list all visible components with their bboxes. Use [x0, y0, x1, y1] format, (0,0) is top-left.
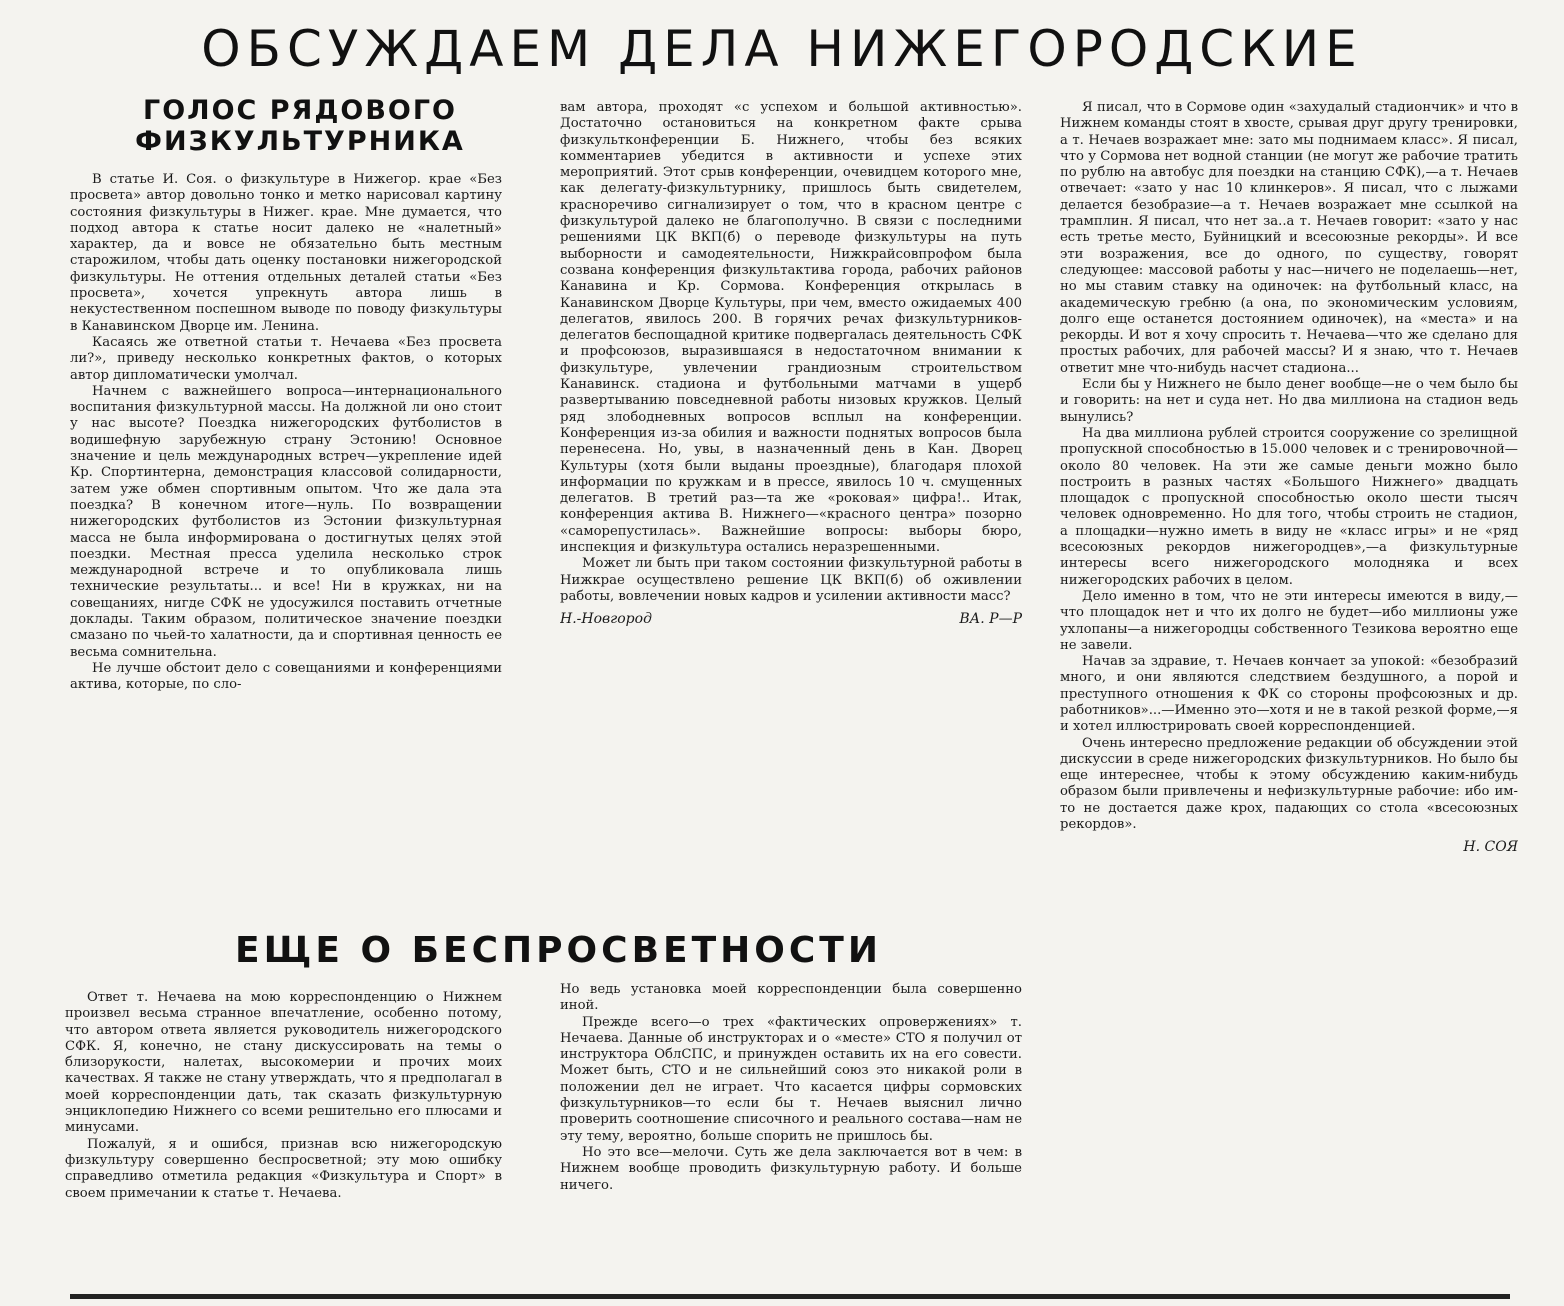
article2-column-1	[65, 990, 502, 1286]
article2-signature	[1060, 839, 1518, 855]
paragraph: Я писал, что в Сормове один «захудалый стадиончик» и что в Нижнем команды стоят в хвосте, срывая друг другу тренировки, а т. Нечаев возражает мне: зато мы поднимаем класс». Я писал, что у Сормова нет водной станции (не могут же рабочие тратить по рублю на автобус для поездки на станцию СФК),—а т. Нечаев отвечает: «зато у нас 10 клинкеров». Я писал, что с лыжами делается безобразие—а т. Нечаев возражает мне ссылкой на трамплин. Я писал, что нет за..а т. Нечаев говорит: «зато у нас есть третье место, Буйницкий и всесоюзные рекорды». И все эти возражения, все до одного, по существу, говорят следующее: массовой работы у нас—ничего не поделаешь—нет, но мы ставим ставку на одиночек: на футбольный класс, на академическую гребню (а она, по экономическим условиям, долго еще останется достоянием одиночек), на «места» и на рекорды. И вот я хочу спросить т. Нечаева—что же сделано для простых рабочих, для рабочей массы? И я знаю, что т. Нечаев ответит мне что-нибудь насчет стадиона...	[1060, 100, 1518, 376]
paragraph: Дело именно в том, что не эти интересы имеются в виду,—что площадок нет и что их долго не будет—ибо миллионы уже ухлопаны—а нижегородцы собственного Тезикова вероятно еще не завели.	[1060, 588, 1518, 653]
paragraph: На два миллиона рублей строится сооружение со зрелищной пропускной способностью в 15.000 человек и с тренировочной—около 80 человек. На эти же самые деньги можно было построить в разных частях «Большого Нижнего» двадцать площадок с пропускной способностью около шести тысяч человек одновременно. Но для того, чтобы строить не стадион, а площадки—нужно иметь в виду не «класс игры» и не «ряд всесоюзных рекордов нижегородцев»,—а физкультурные интересы всего нижегородского молодняка и всех нижегородских рабочих в целом.	[1060, 425, 1518, 588]
signature-place: Н.-Новгород	[560, 611, 652, 628]
article1-column-2	[560, 100, 1022, 910]
paragraph: Начав за здравие, т. Нечаев кончает за упокой: «безобразий много, и они являются следствием бездушного, а порой и преступного отношения к ФК со стороны профсоюзных и др. работников»...—Именно это—хотя и не в такой резкой форме,—я и хотел иллюстрировать своей корреспонденцией.	[1060, 654, 1518, 735]
article2-title: ЕЩЕ О БЕСПРОСВЕТНОСТИ	[235, 930, 882, 971]
article1-column-1	[70, 172, 502, 920]
paragraph: вам автора, проходят «с успехом и большой активностью». Достаточно остановиться на конкретном факте срыва физкультконференции Б. Нижнего, чтобы без всяких комментариев убедится в активности и успехе этих мероприятий. Этот срыв конференции, очевидцем которого мне, как делегату-физкультурнику, пришлось быть свидетелем, красноречиво сигнализирует о том, что в красном центре с физкультурой далеко не благополучно. В связи с последними решениями ЦК ВКП(б) о переводе физкультуры на путь выборности и самодеятельности, Нижкрайсовпрофом была созвана конференция физкультактива города, рабочих районов Канавина и Кр. Сормова. Конференция открылась в Канавинском Дворце Культуры, при чем, вместо ожидаемых 400 делегатов, явилось 200. В горячих речах физкультурников-делегатов беспощадной критике подвергалась деятельность СФК и профсоюзов, выразившаяся в недостаточном внимании к физкультуре, увлечении грандиозным строительством Канавинск. стадиона и футбольными матчами в ущерб развертыванию повседневной работы низовых кружков. Целый ряд злободневных вопросов всплыл на конференции. Конференция из-за обилия и важности поднятых вопросов была перенесена. Но, увы, в назначенный день в Кан. Дворец Культуры (хотя были выданы проездные), благодаря плохой информации по кружкам и в прессе, явилось 10 ч. смущенных делегатов. В третий раз—та же «роковая» цифра!.. Итак, конференция актива В. Нижнего—«красного центра» позорно «саморепустилась». Важнейшие вопросы: выборы бюро, инспекция и физкультура остались неразрешенными.	[560, 100, 1022, 556]
paragraph: Если бы у Нижнего не было денег вообще—не о чем было бы и говорить: на нет и суда нет. Но два миллиона на стадион ведь вынулись?	[1060, 377, 1518, 425]
article1-title: ГОЛОС РЯДОВОГО ФИЗКУЛЬТУРНИКА	[135, 95, 465, 158]
article2-column-2	[560, 982, 1022, 1286]
paragraph: Начнем с важнейшего вопроса—интернационального воспитания физкультурной массы. На должной ли оно стоит у нас высоте? Поездка нижегородских футболистов в водишефную зарубежную страну Эстонию! Основное значение и цель международных встреч—укрепление идей Кр. Спортинтерна, демонстрация классовой солидарности, затем уже обмен спортивным опытом. Что же дала эта поездка? В конечном итоге—нуль. По возвращении нижегородских футболистов из Эстонии физкультурная масса не была информирована о достигнутых целях этой поездки. Местная пресса уделила несколько строк международной встрече и то опубликовала лишь технические результаты... и все! Ни в кружках, ни на совещаниях, нигде СФК не удосужился поставить отчетные доклады. Таким образом, политическое значение поездки смазано по чьей-то халатности, да и спортивная ценность ее весьма сомнительна.	[70, 383, 502, 660]
paragraph: Касаясь же ответной статьи т. Нечаева «Без просвета ли?», приведу несколько конкретных фактов, о которых автор дипломатически умолчал.	[70, 334, 502, 383]
paragraph: Ответ т. Нечаева на мою корреспонденцию о Нижнем произвел весьма странное впечатление, особенно потому, что автором ответа является руководитель нижегородского СФК. Я, конечно, не стану дискуссировать на темы о близорукости, налетах, высокомерии и прочих моих качествах. Я также не стану утверждать, что я предполагал в моей корреспонденции дать, так сказать физкультурную энциклопедию Нижнего со всеми решительно его плюсами и минусами.	[65, 990, 502, 1136]
signature-author: Н. СОЯ	[1463, 839, 1518, 856]
paragraph: Но это все—мелочи. Суть же дела заключается вот в чем: в Нижнем вообще проводить физкультурную работу. И больше ничего.	[560, 1144, 1022, 1193]
paragraph: Может ли быть при таком состоянии физкультурной работы в Нижкрае осуществлено решение ЦК ВКП(б) об оживлении работы, вовлечении новых кадров и усилении активности масс?	[560, 556, 1022, 604]
paragraph: В статье И. Соя. о физкультуре в Нижегор. крае «Без просвета» автор довольно тонко и метко нарисовал картину состояния физкультуры в Нижег. крае. Мне думается, что подход автора к статье носит далеко не «налетный» характер, да и вовсе не обязательно быть местным старожилом, чтобы дать оценку постановки нижегородской физкультуры. Не оттения отдельных деталей статьи «Без просвета», хочется упрекнуть автора лишь в некустественном поспешном выводе по поводу физкультуры в Канавинском Дворце им. Ленина.	[70, 172, 502, 334]
paragraph: Но ведь установка моей корреспонденции была совершенно иной.	[560, 982, 1022, 1014]
paragraph: Очень интересно предложение редакции об обсуждении этой дискуссии в среде нижегородских физкультурников. Но было бы еще интереснее, чтобы к этому обсуждению каким-нибудь образом были привлечены и нефизкультурные рабочие: ибо им-то не достается даже крох, падающих со стола «всесоюзных рекордов».	[1060, 735, 1518, 833]
bottom-rule	[70, 1294, 1510, 1299]
paragraph: Не лучше обстоит дело с совещаниями и конференциями актива, которые, по сло-	[70, 660, 502, 693]
signature-author: ВА. Р—Р	[959, 611, 1022, 628]
paragraph: Прежде всего—о трех «фактических опровержениях» т. Нечаева. Данные об инструкторах и о «месте» СТО я получил от инструктора ОблСПС, и принужден оставить их на его совести. Может быть, СТО и не сильнейший союз это никакой роли в положении дел не играет. Что касается цифры сормовских физкультурников—то если бы т. Нечаев выяснил лично проверить соотношение списочного и реального состава—нам не эту тему, вероятно, больше спорить не пришлось бы.	[560, 1014, 1022, 1144]
article1-signature	[560, 611, 1022, 627]
main-headline: ОБСУЖДАЕМ ДЕЛА НИЖЕГОРОДСКИЕ	[201, 20, 1363, 78]
paragraph: Пожалуй, я и ошибся, признав всю нижегородскую физкультуру совершенно беспросветной; эту мою ошибку справедливо отметила редакция «Физкультура и Спорт» в своем примечании к статье т. Нечаева.	[65, 1136, 502, 1201]
article2-column-3	[1060, 100, 1518, 1286]
